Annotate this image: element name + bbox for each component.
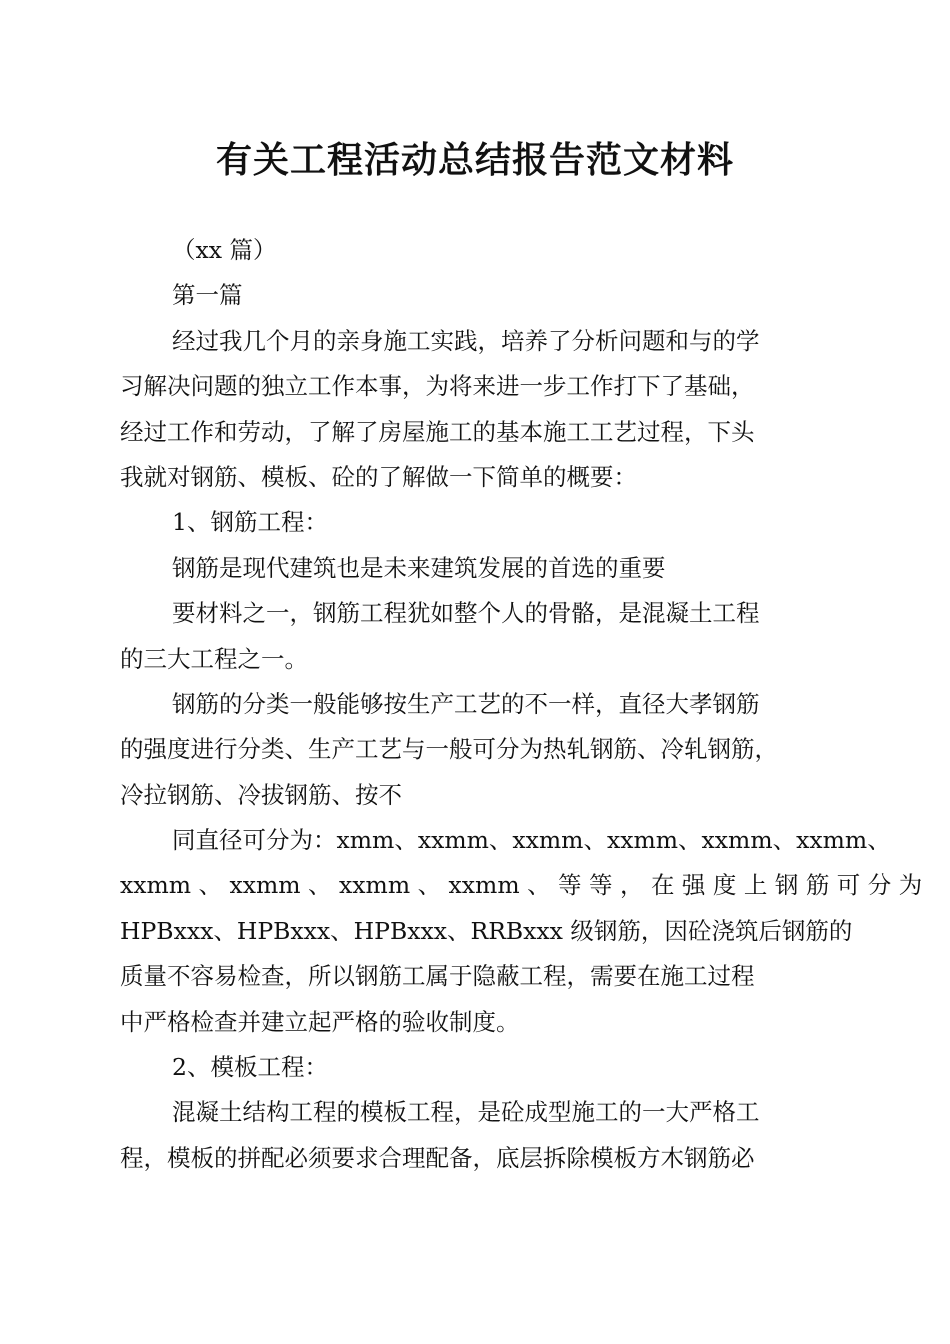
paragraph-line: 中严格检查并建立起严格的验收制度。 [120,1007,520,1036]
subtitle-line: （xx 篇） [172,236,277,264]
document-title: 有关工程活动总结报告范文材料 [215,139,734,181]
paragraph-line: 经过我几个月的亲身施工实践，培养了分析问题和与的学 [172,326,760,355]
paragraph-line: HPBxxx、HPBxxx、HPBxxx、RRBxxx 级钢筋，因砼浇筑后钢筋的 [120,916,853,945]
paragraph-line: 程，模板的拼配必须要求合理配备，底层拆除模板方木钢筋必 [120,1143,755,1172]
paragraph-line: 混凝土结构工程的模板工程，是砼成型施工的一大严格工 [172,1098,760,1127]
paragraph-line: 我就对钢筋、模板、砼的了解做一下简单的概要： [120,462,637,491]
paragraph-line: 经过工作和劳动，了解了房屋施工的基本施工工艺过程，下头 [120,417,755,446]
paragraph-line: 习解决问题的独立工作本事，为将来进一步工作打下了基础， [120,372,755,401]
subsection-heading: 1、钢筋工程： [172,508,328,537]
paragraph-line: 质量不容易检查，所以钢筋工属于隐蔽工程，需要在施工过程 [120,962,755,991]
section-heading: 第一篇 [172,281,243,310]
paragraph-line: 钢筋的分类一般能够按生产工艺的不一样，直径大孝钢筋 [172,689,760,718]
paragraph-line: 要材料之一，钢筋工程犹如整个人的骨骼，是混凝土工程 [172,599,760,628]
paragraph-line: xxmm 、 xxmm 、 xxmm 、 xxmm 、 等 等 ， 在 强 度 上 钢 筋 可 分 为 [120,871,923,900]
paragraph-line: 的强度进行分类、生产工艺与一般可分为热轧钢筋、冷轧钢筋， [120,735,778,764]
paragraph-line: 的三大工程之一。 [120,644,308,673]
document-body [120,228,923,1181]
paragraph-line: 钢筋是现代建筑也是未来建筑发展的首选的重要 [172,553,666,582]
subsection-heading: 2、模板工程： [172,1053,328,1082]
paragraph-line: 冷拉钢筋、冷拔钢筋、按不 [120,780,402,809]
paragraph-line: 同直径可分为：xmm、xxmm、xxmm、xxmm、xxmm、xxmm、 [172,826,891,855]
